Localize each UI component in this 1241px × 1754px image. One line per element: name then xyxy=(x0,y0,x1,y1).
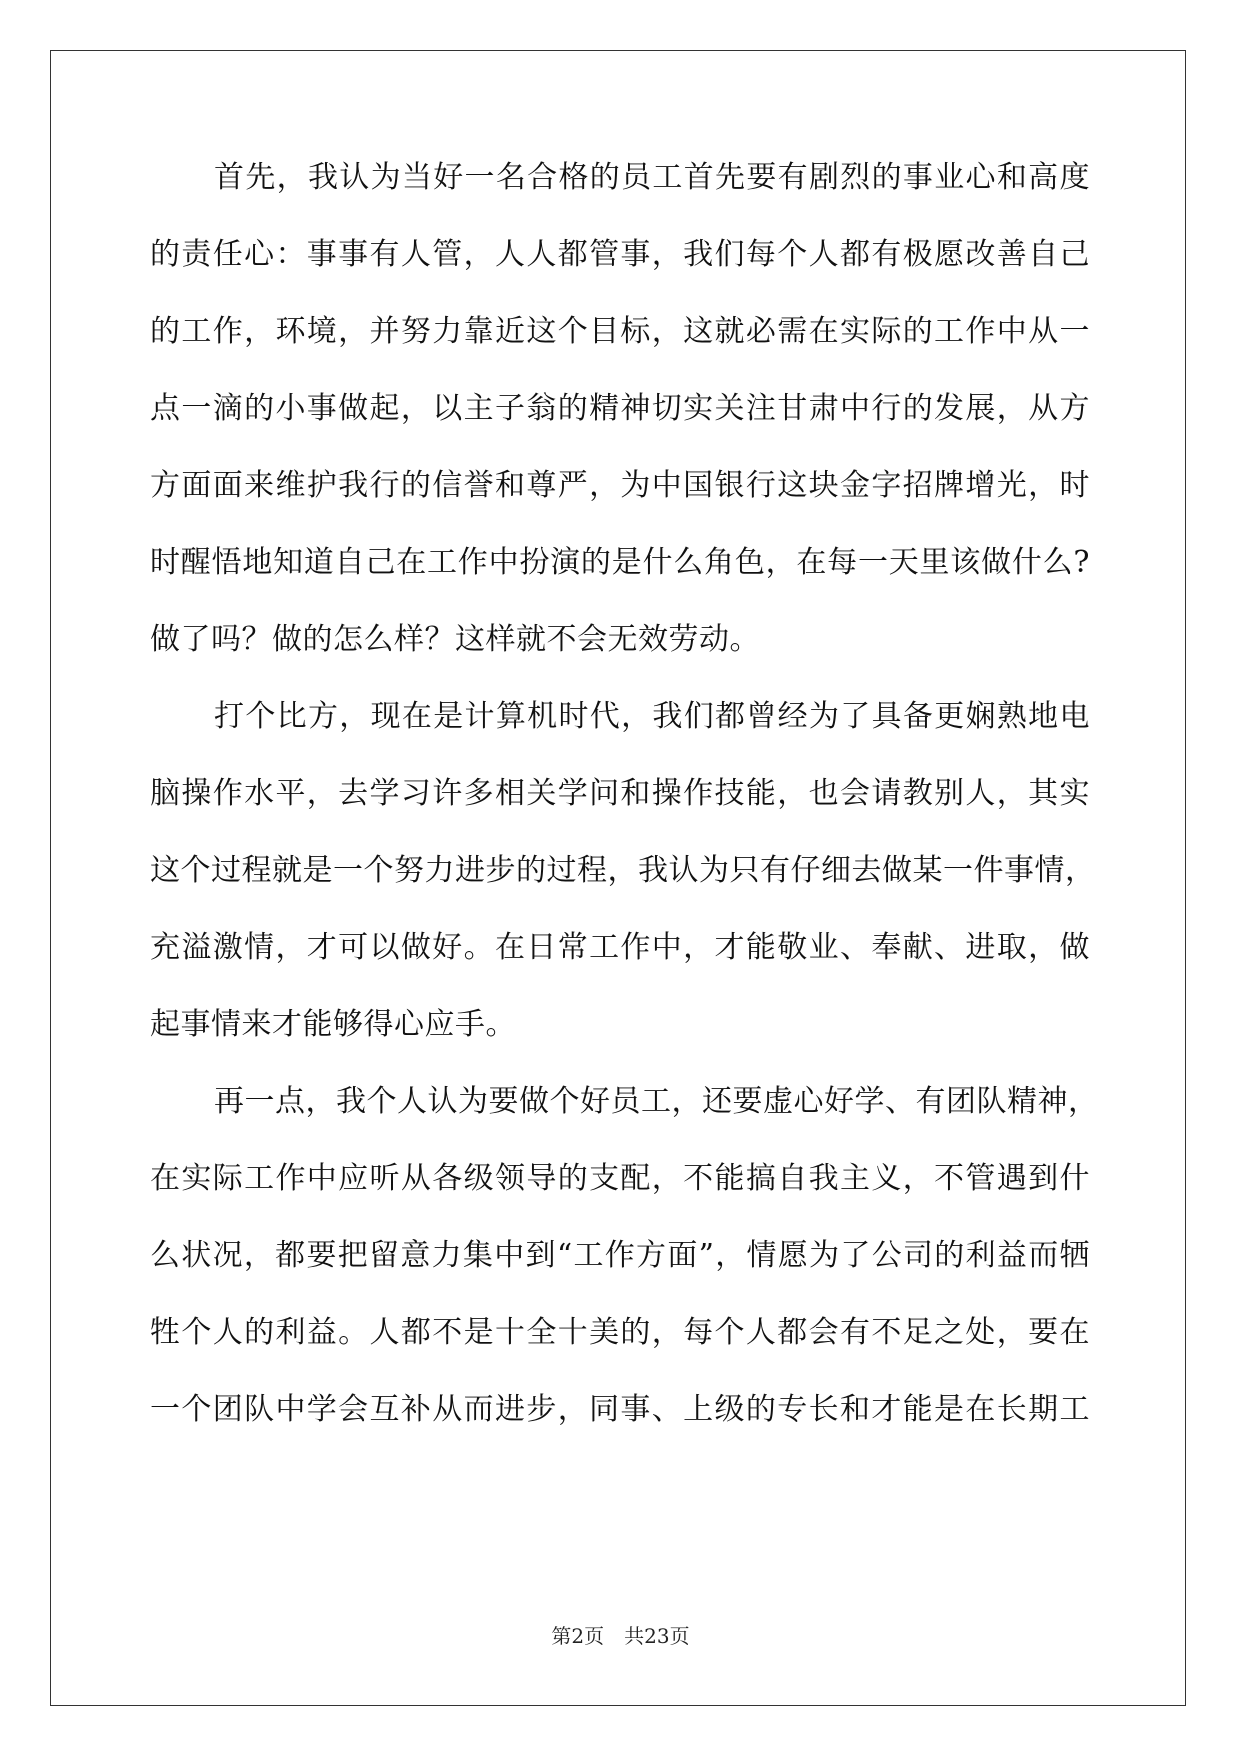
paragraph-3 xyxy=(150,1084,1099,1469)
paragraph-2 xyxy=(150,699,1096,1084)
text-line: 首先，我认为当好一名合格的员工首先要有剧烈的事业心和高度 xyxy=(214,160,1090,195)
text-line: 时醒悟地知道自己在工作中扮演的是什么角色，在每一天里该做什么? xyxy=(150,545,1090,580)
text-line: 这个过程就是一个努力进步的过程，我认为只有仔细去做某一件事情， xyxy=(150,853,1096,888)
text-line: 在实际工作中应听从各级领导的支配，不能搞自我主义，不管遇到什 xyxy=(150,1161,1090,1196)
text-line: 的责任心：事事有人管，人人都管事，我们每个人都有极愿改善自己 xyxy=(150,237,1090,272)
text-line: 点一滴的小事做起，以主子翁的精神切实关注甘肃中行的发展，从方 xyxy=(150,391,1090,426)
text-line: 牲个人的利益。人都不是十全十美的，每个人都会有不足之处，要在 xyxy=(150,1315,1090,1350)
document-body xyxy=(150,160,1099,1469)
text-line: 充溢激情，才可以做好。在日常工作中，才能敬业、奉献、进取，做 xyxy=(150,930,1090,965)
text-line: 脑操作水平，去学习许多相关学问和操作技能，也会请教别人，其实 xyxy=(150,776,1090,811)
paragraph-1 xyxy=(150,160,1090,699)
text-line: 打个比方，现在是计算机时代，我们都曾经为了具备更娴熟地电 xyxy=(214,699,1090,734)
text-line: 起事情来才能够得心应手。 xyxy=(150,1007,516,1042)
text-line: 么状况，都要把留意力集中到“工作方面”，情愿为了公司的利益而牺 xyxy=(150,1238,1090,1273)
text-line: 的工作，环境，并努力靠近这个目标，这就必需在实际的工作中从一 xyxy=(150,314,1090,349)
text-line: 方面面来维护我行的信誉和尊严，为中国银行这块金字招牌增光，时 xyxy=(150,468,1090,503)
text-line: 再一点，我个人认为要做个好员工，还要虚心好学、有团队精神， xyxy=(214,1084,1099,1119)
text-line: 做了吗？做的怎么样？这样就不会无效劳动。 xyxy=(150,622,760,657)
page-number-footer: 第2页 共23页 xyxy=(551,1624,690,1648)
text-line: 一个团队中学会互补从而进步，同事、上级的专长和才能是在长期工 xyxy=(150,1392,1090,1427)
